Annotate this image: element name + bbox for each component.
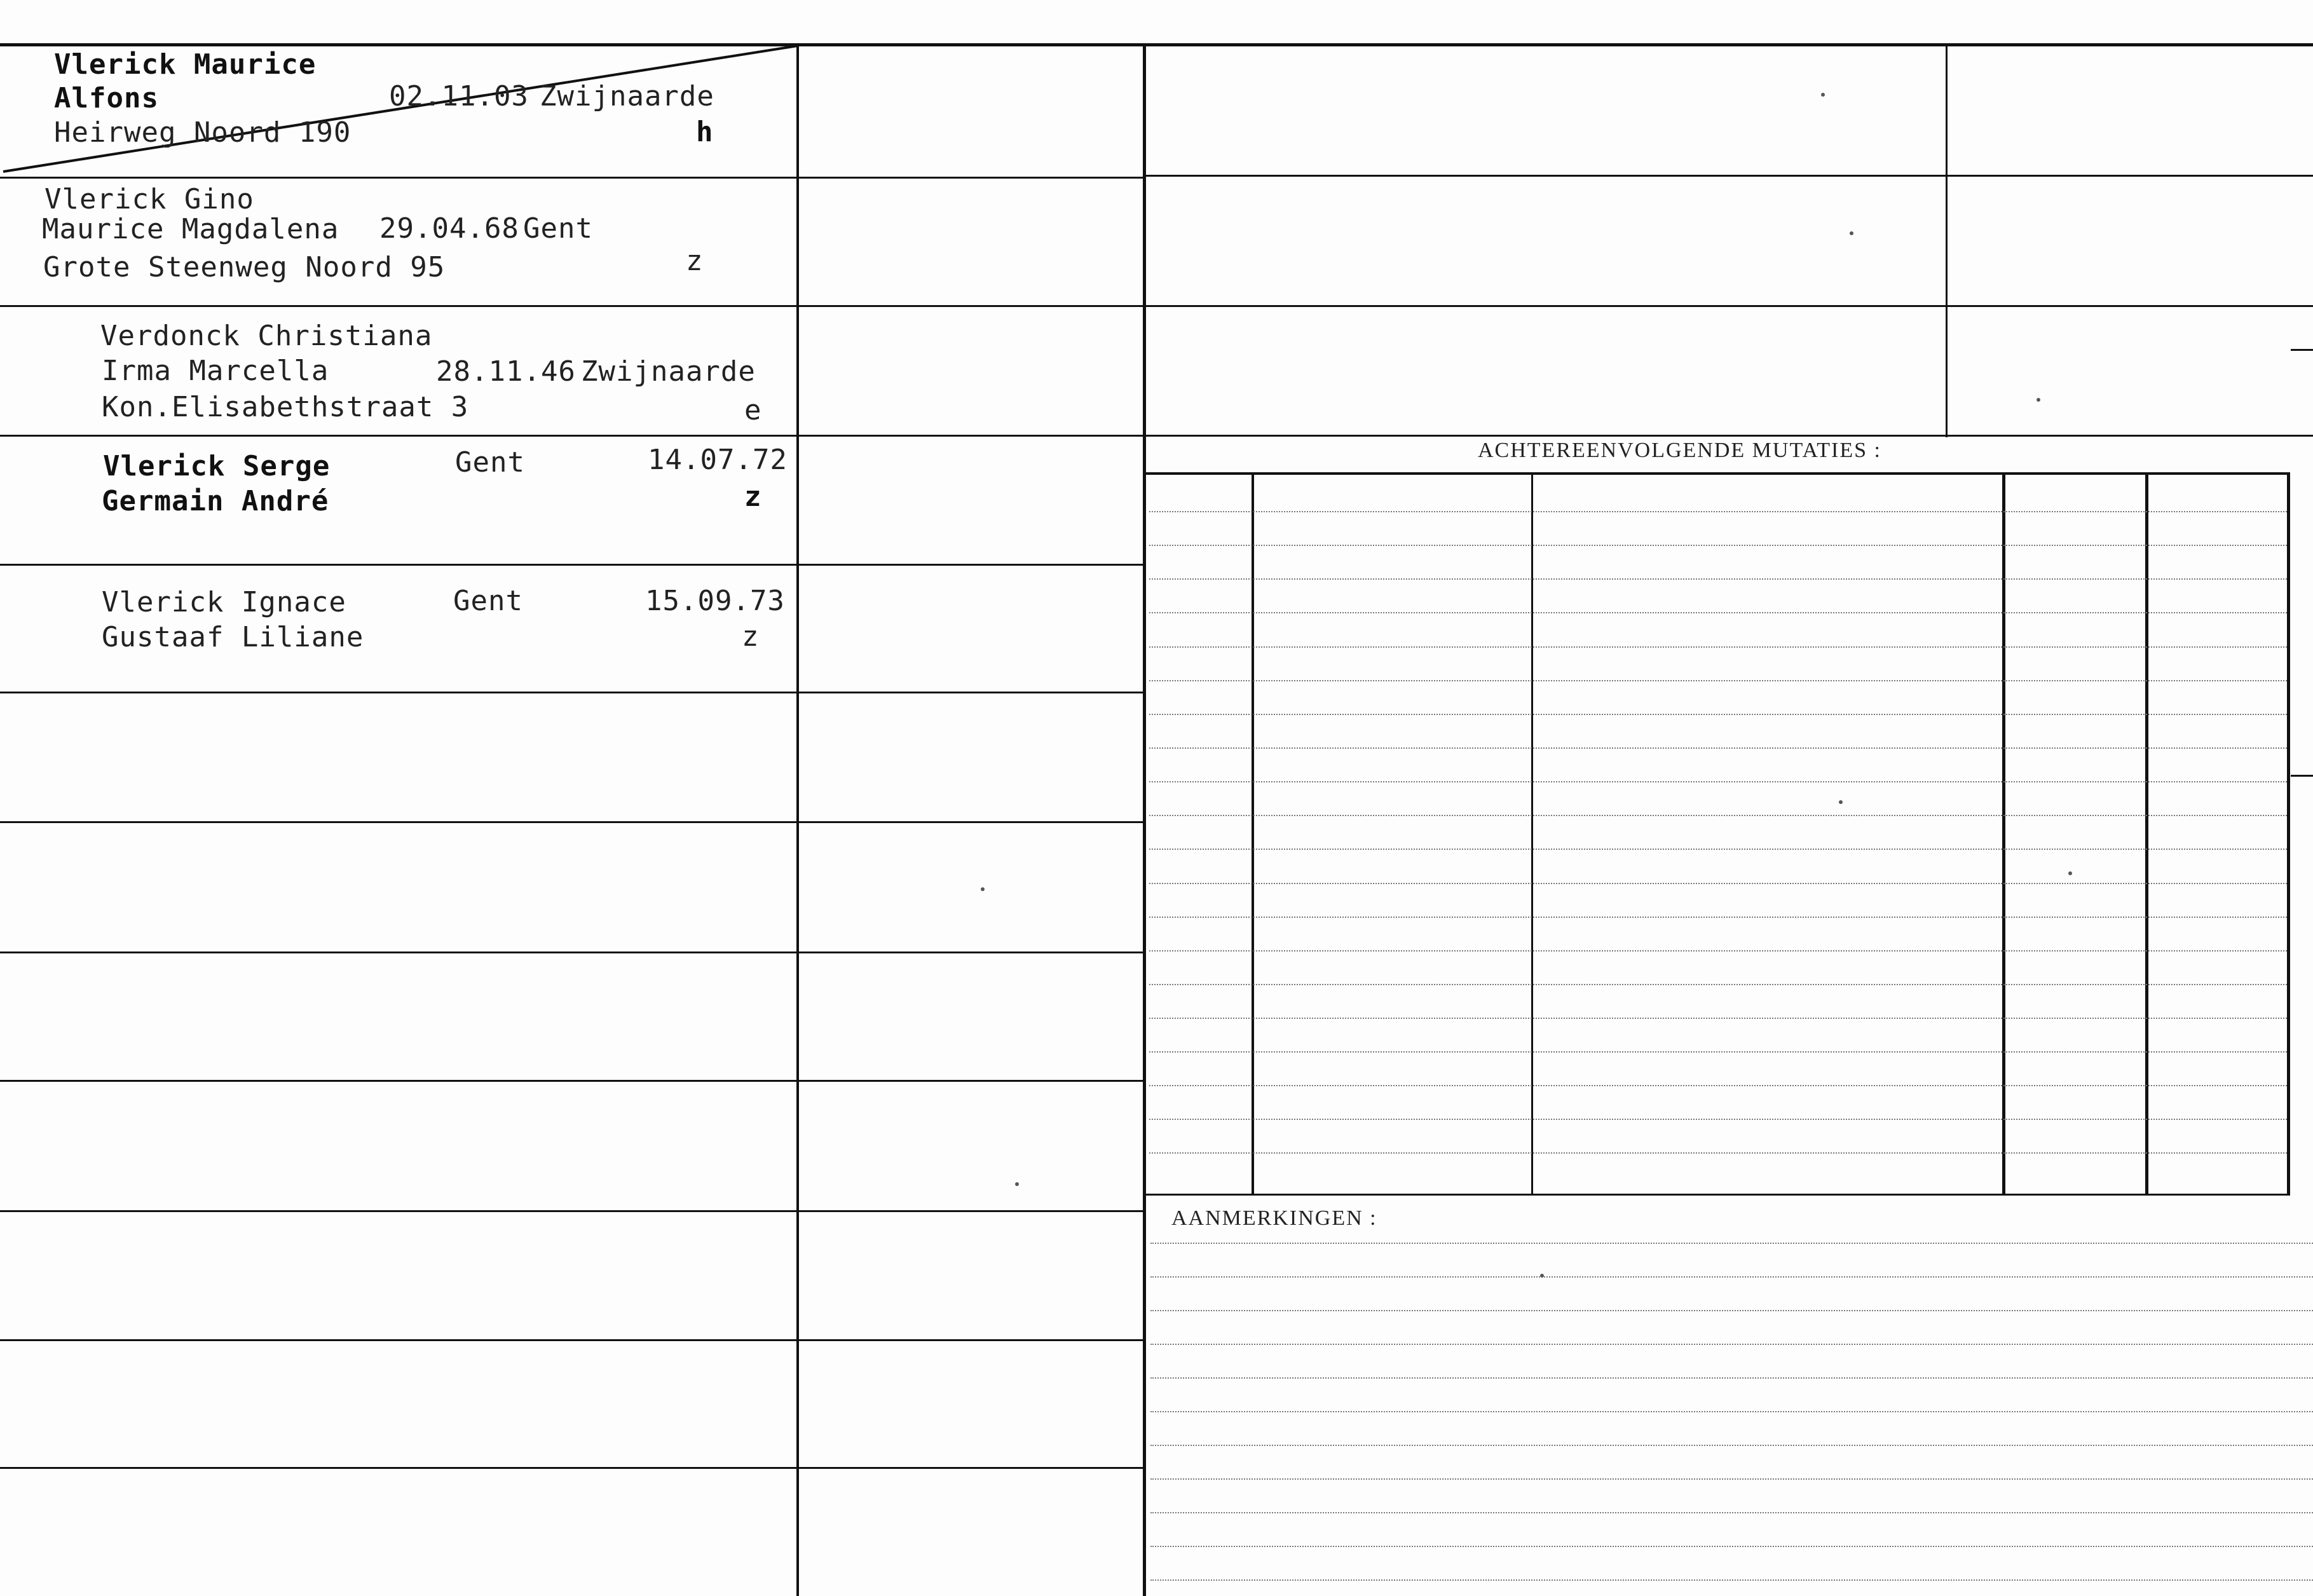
mutations-table-bottom — [1146, 1194, 2290, 1196]
mutations-table-top — [1146, 472, 2290, 475]
remarks-row-line — [1150, 1512, 2313, 1513]
mutations-row-line — [1149, 511, 2287, 512]
record-3-address: Kon.Elisabethstraat 3 — [102, 391, 469, 423]
remarks-row-line — [1150, 1276, 2313, 1278]
right-row-divider — [1146, 305, 2313, 307]
record-2-name: Vlerick Gino — [44, 183, 254, 215]
row-divider — [0, 1080, 1144, 1082]
remarks-row-line — [1150, 1310, 2313, 1311]
record-3-date: 28.11.46 — [436, 355, 576, 388]
mutations-row-line — [1149, 578, 2287, 580]
record-2-place: Gent — [523, 212, 593, 245]
remarks-row-line — [1150, 1344, 2313, 1345]
remarks-row-line — [1150, 1445, 2313, 1446]
mutations-row-line — [1149, 612, 2287, 613]
mutations-row-line — [1149, 917, 2287, 918]
remarks-row-line — [1150, 1377, 2313, 1379]
mutations-heading: ACHTEREENVOLGENDE MUTATIES : — [1478, 439, 1881, 462]
record-1-firstnames: Alfons — [54, 82, 159, 114]
right-row-divider — [1146, 175, 2313, 177]
record-3-firstnames: Irma Marcella — [102, 355, 329, 387]
scan-speck — [1821, 93, 1825, 97]
remarks-row-line — [1150, 1478, 2313, 1480]
mutations-row-line — [1149, 849, 2287, 850]
record-1-place: Zwijnaarde — [540, 80, 714, 113]
mutations-col-line — [1252, 474, 1254, 1195]
record-4-date: 14.07.72 — [648, 444, 788, 476]
mutations-row-line — [1149, 1152, 2287, 1154]
column-divider-1 — [796, 43, 799, 1596]
mutations-row-line — [1149, 1018, 2287, 1019]
record-1-date: 02.11.03 — [389, 80, 529, 113]
row-divider — [0, 1467, 1144, 1469]
row-divider — [0, 435, 1144, 437]
scan-speck — [981, 887, 985, 891]
edge-tick — [2291, 349, 2313, 351]
mutations-row-line — [1149, 950, 2287, 951]
record-2-date: 29.04.68 — [379, 212, 519, 245]
mutations-row-line — [1149, 1051, 2287, 1053]
remarks-row-line — [1150, 1546, 2313, 1547]
remarks-row-line — [1150, 1243, 2313, 1244]
record-4-code: z — [744, 481, 762, 513]
row-divider — [0, 305, 1144, 307]
remarks-row-line — [1150, 1411, 2313, 1412]
row-divider — [0, 692, 1144, 693]
row-divider — [0, 564, 1144, 566]
record-5-date: 15.09.73 — [645, 585, 785, 617]
remarks-heading: AANMERKINGEN : — [1171, 1206, 1377, 1230]
remarks-row-line — [1150, 1579, 2313, 1581]
right-row-divider — [1146, 435, 2313, 437]
row-divider — [0, 821, 1144, 823]
mutations-row-line — [1149, 680, 2287, 681]
record-1-name: Vlerick Maurice — [54, 48, 317, 81]
column-divider-3 — [1946, 43, 1948, 437]
edge-tick — [2291, 775, 2313, 777]
mutations-row-line — [1149, 1119, 2287, 1120]
scan-speck — [2037, 398, 2040, 402]
record-3-code: e — [744, 394, 762, 426]
row-divider — [0, 1339, 1144, 1341]
record-4-firstnames: Germain André — [102, 485, 329, 517]
row-divider — [0, 951, 1144, 953]
row-divider — [0, 1210, 1144, 1212]
scan-speck — [1015, 1182, 1019, 1186]
scan-speck — [1540, 1274, 1544, 1278]
record-2-code: z — [686, 245, 704, 277]
mutations-row-line — [1149, 883, 2287, 884]
mutations-col-line — [1531, 474, 1533, 1195]
record-2-address: Grote Steenweg Noord 95 — [43, 251, 446, 283]
record-5-name: Vlerick Ignace — [102, 586, 346, 618]
mutations-row-line — [1149, 815, 2287, 816]
record-5-place: Gent — [453, 585, 523, 617]
mutations-row-line — [1149, 984, 2287, 985]
column-divider-2 — [1143, 43, 1146, 1596]
scan-speck — [1850, 231, 1853, 235]
scan-speck — [2068, 871, 2072, 875]
mutations-row-line — [1149, 545, 2287, 546]
record-3-name: Verdonck Christiana — [100, 320, 433, 352]
record-1-address: Heirweg Noord 190 — [54, 116, 351, 149]
record-5-firstnames: Gustaaf Liliane — [102, 621, 364, 653]
record-5-code: z — [742, 620, 760, 653]
record-1-code: h — [696, 116, 714, 148]
scan-speck — [1839, 800, 1843, 804]
record-4-place: Gent — [455, 446, 525, 479]
mutations-row-line — [1149, 714, 2287, 715]
mutations-col-line — [2145, 474, 2148, 1195]
record-2-firstnames: Maurice Magdalena — [42, 213, 339, 245]
mutations-row-line — [1149, 781, 2287, 782]
mutations-col-line — [2002, 474, 2005, 1195]
mutations-row-line — [1149, 1085, 2287, 1086]
mutations-row-line — [1149, 646, 2287, 648]
record-3-place: Zwijnaarde — [581, 355, 756, 388]
mutations-col-line — [2287, 474, 2290, 1195]
record-4-name: Vlerick Serge — [103, 450, 331, 482]
mutations-row-line — [1149, 747, 2287, 749]
